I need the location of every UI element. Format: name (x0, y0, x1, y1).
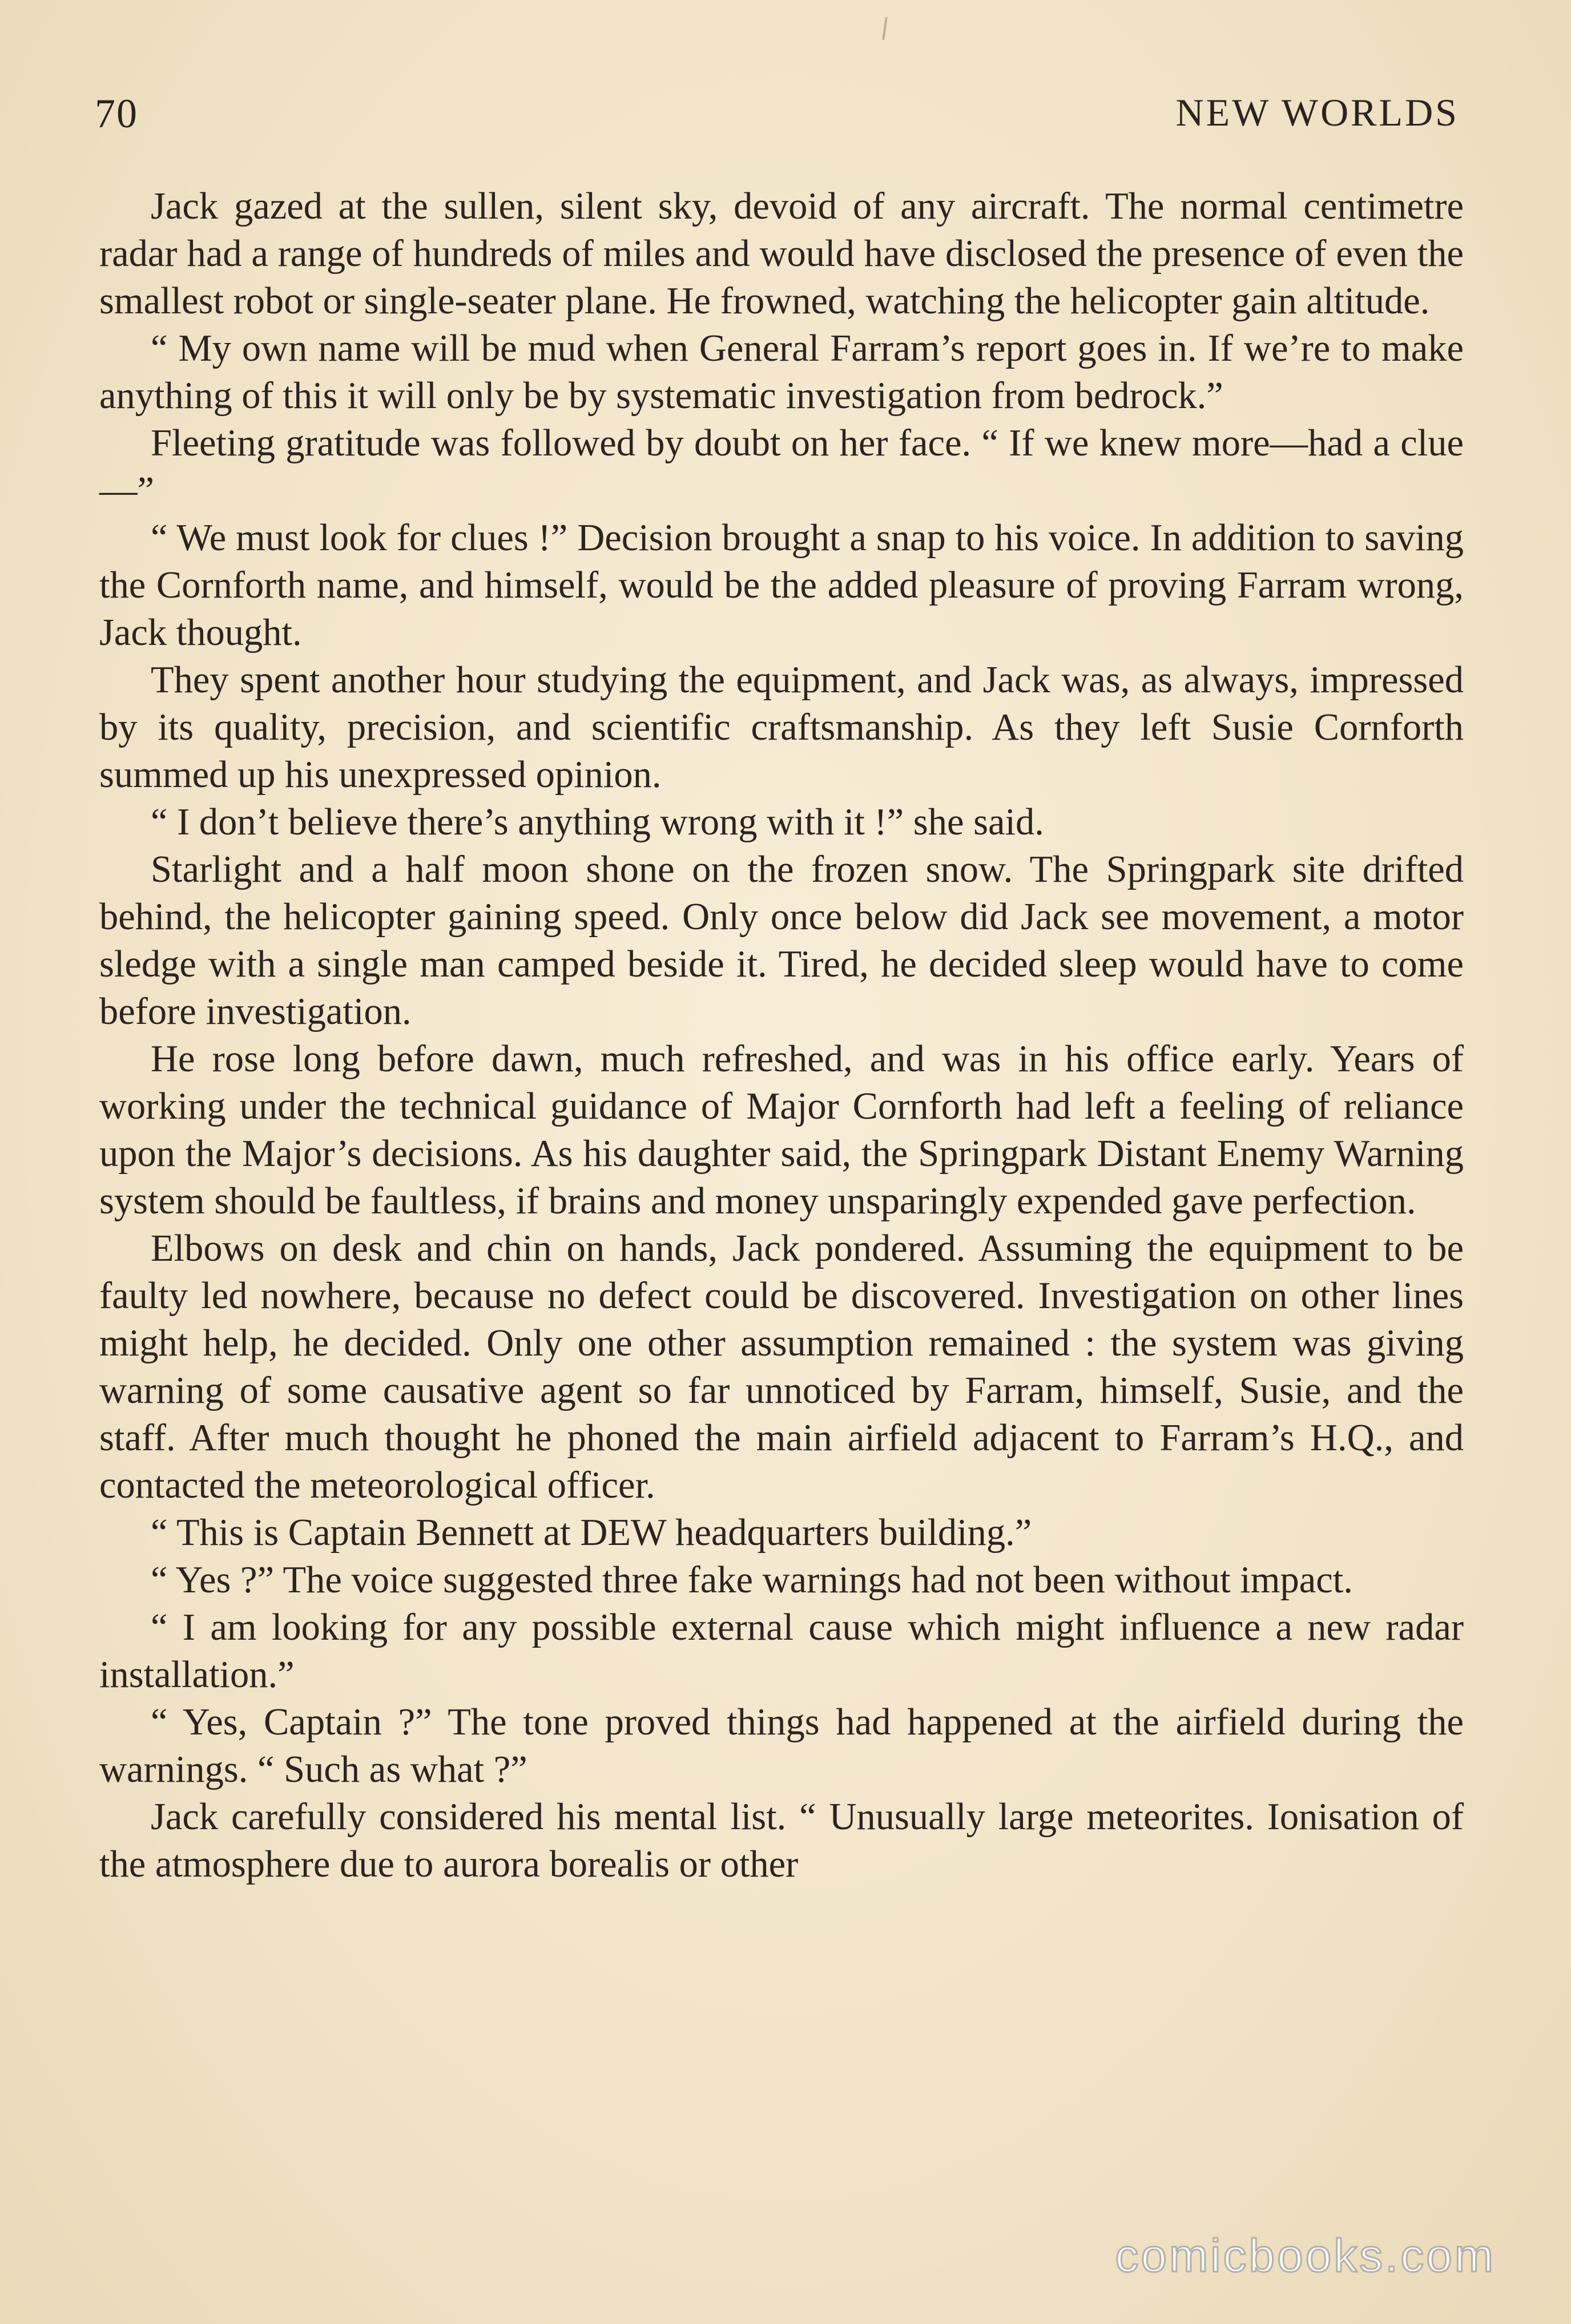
paragraph: Elbows on desk and chin on hands, Jack pondered. Assuming the equipment to be faulty led nowhere, because no defect could be discovered. Investigation on other lines might help, he decided. Only one other assumption remained : the system was giving warning of some causative agent so far unnoticed by Farram, himself, Susie, and the staff. After much thought he phoned the main airfield adjacent to Farram’s H.Q., and contacted the meteorological officer. (99, 1228, 1464, 1506)
watermark: comicbooks.com (1115, 2230, 1496, 2282)
paragraph: Jack carefully considered his mental list. “ Unusually large meteorites. Ionisation of the atmosphere due to aurora borealis or other (99, 1796, 1464, 1885)
paragraph: “ I don’t believe there’s anything wrong with it !” she said. (151, 801, 1044, 843)
paragraph: “ We must look for clues !” Decision brought a snap to his voice. In addition to saving the Cornforth name, and himself, would be the added pleasure of proving Farram wrong, Jack thought. (99, 517, 1464, 653)
paragraph: They spent another hour studying the equipment, and Jack was, as always, impressed by its quality, precision, and scientific craftsmanship. As they left Susie Cornforth summed up his unexpressed opinion. (99, 659, 1464, 796)
paragraph: He rose long before dawn, much refreshed, and was in his office early. Years of working under the technical guidance of Major Cornforth had left a feeling of reliance upon the Major’s decisions. As his daughter said, the Springpark Distant Enemy Warning system should be faultless, if brains and money unsparingly expended gave perfection. (99, 1038, 1464, 1222)
paragraph: Jack gazed at the sullen, silent sky, devoid of any aircraft. The normal centimetre radar had a range of hundreds of miles and would have disclosed the presence of even the smallest robot or single-seater plane. He frowned, watching the helicopter gain altitude. (99, 185, 1464, 322)
body-text (99, 183, 1464, 1888)
running-head: NEW WORLDS (1175, 91, 1459, 134)
paragraph: “ This is Captain Bennett at DEW headquarters building.” (151, 1512, 1032, 1554)
paragraph: “ My own name will be mud when General Farram’s report goes in. If we’re to make anything of this it will only be by systematic investigation from bedrock.” (99, 328, 1464, 417)
paragraph: Fleeting gratitude was followed by doubt on her face. “ If we knew more—had a clue—” (99, 422, 1464, 511)
paragraph: “ I am looking for any possible external cause which might influence a new radar installation.” (99, 1607, 1464, 1696)
paragraph: Starlight and a half moon shone on the frozen snow. The Springpark site drifted behind, the helicopter gaining speed. Only once below did Jack see movement, a motor sledge with a single man camped beside it. Tired, he decided sleep would have to come before investigation. (99, 849, 1464, 1032)
page-header (95, 86, 1459, 148)
paragraph: “ Yes ?” The voice suggested three fake warnings had not been without impact. (151, 1559, 1353, 1601)
page-number: 70 (95, 91, 138, 136)
paragraph: “ Yes, Captain ?” The tone proved things had happened at the airfield during the warnings. “ Such as what ?” (99, 1701, 1464, 1790)
